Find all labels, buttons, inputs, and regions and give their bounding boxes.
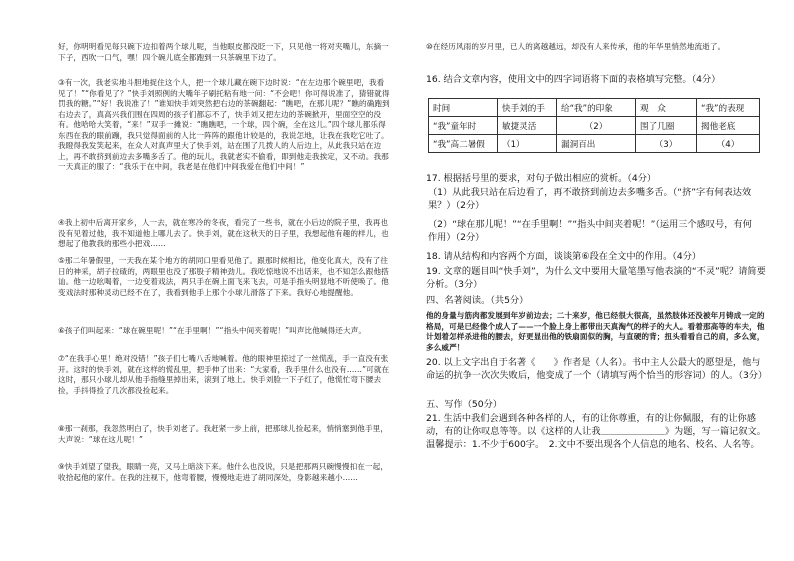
question-21: 21. 生活中我们会遇到各种各样的人，有的让你尊重，有的让你佩服，有的让你感动，有的让你叹息等等。以《这样的人让我＿＿＿＿＿＿＿》为题，写一篇记叙文。 温馨提示：1.不少于600字。 2.文中不要出现各个人信息的地名、校名、人名等。 [426,413,771,450]
table-cell: 快手刘的手 [498,99,557,117]
table-cell: 敏捷灵活 [498,117,557,135]
table-cell: “我”高二暑假 [429,135,498,153]
table-cell: “我”童年时 [429,117,498,135]
section-5-heading: 五、写作（50分） [426,399,503,410]
table-cell: 揭他老底 [697,117,760,135]
table-cell: （1） [498,135,557,153]
table-cell: 漏洞百出 [557,135,636,153]
table-cell: （3） [636,135,697,153]
section-4-heading: 四、名著阅读。（共5分） [426,295,529,306]
paragraph-5: ⑤那二年暑假里，一天我在某个地方的胡同口里看见他了。跟那时候相比，他变化真大，没有了往日的神采，胡子拉碴的，两眼里也没了那股子精神劲儿。我吃惊地说不出话来，也不知怎么跟他搭讪。他一边吆喝着，一边变着戏法，两只手在碗上面飞来飞去，可是手指头明显地不听使唤了。他变戏法时那种灵动已经不在了，我看到他手上那个小球儿滑落了下来。我好心地提醒他。 [58,256,389,297]
question-16: 16. 结合文章内容，使用文中的四字词语将下面的表格填写完整。（4分） [426,74,721,85]
table-row [429,135,760,153]
paragraph-7: ⑦“在我手心里！绝对没错！”孩子们七嘴八舌地喊着。他的眼神里掠过了一丝慌乱，手一直没有张开。这时的快手刘，就在这样的慌乱里，把手伸了出来：“大家看，我手里什么也没有……”可就在这时，那只小球儿却从他手指缝里掉出来，滚到了地上。快手刘脸一下子红了，他慌忙弯下腰去捡，手抖得捡了几次都没捡起来。 [58,354,390,395]
table-cell: “我”的表现 [697,99,760,117]
paragraph-2-continued: 好，你明明看见每只碗下边扣着两个球儿呢，当他眼皮都没眨一下，只见他一将对夹嘴儿，东摘一下子，西吹一口气，嘿！四个碗儿底全都跑到一只茶碗里下边了。 [58,42,389,62]
table-cell: 围了几圈 [636,117,697,135]
question-17-part-2: （2）“球在那儿呢！”“在手里啊！”“指头中间夹着呢！”（运用三个感叹号，有何作用）（2分） [428,219,752,243]
question-19: 19. 文章的题目叫“快手刘”，为什么文中要用大量笔墨写他表演的“不灵”呢？请简要分析。（3分） [426,266,766,290]
table-row [429,117,760,135]
paragraph-6: ⑥孩子们叫起来：“球在碗里呢！”“在手里啊！”“指头中间夹着呢！”叫声比他喊得还大声。 [58,326,367,335]
paragraph-3: ③有一次，我老实地斗胆地捉住这个人，把一个球儿藏在碗下边时说：“在左边那个碗里吧，我看见了！”“你看见了？”快手刘照例的大嘴年子刷托粘有地一问：“不会吧！你可得说准了，猜错就得罚我的糖。”“好！我说准了！”谁知快手刘突然把右边的茶碗翻起：“瞧吧，在那儿呢？”瞧的确跑到右边去了，真高兴我们围在四周的孩子们都忘不了，快手刘又把左边的茶碗掀开，里面空空的没有。他哈哈大笑着，“来！”双手一摊说：“瞧瞧吧，一个球，四个碗，全在这儿。”四个球儿都乐得东西在我的眼前蹦，我只觉得面前的人比一阵阵的跟他计较是的，我说怎地，让我在我吃它吐了。我瞪得我发笑起来，在众人对真声里大了快手刘，站在围了几拨人的人后边上，从此我只站在边上，再不敢挤到前边去多嘴多舌了。他的玩儿，我就老实不偷看，即到他走我挨定，又不动。我那一天真正的服了：“我乐于在中间，我老是在他们中间我爱在他们中间！” [58,78,390,171]
question-17-part-1: （1）从此我只站在后边看了，再不敢挤到前边去多嘴多舌。（“挤”字有何表达效果？）（2分） [428,187,752,211]
paragraph-10: ⑩在经历风雨的岁月里，已人的离越越远，却没有人来传承，他的年华里悄然地流逝了。 [426,42,726,51]
table-cell: 观 众 [636,99,697,117]
question-18: 18. 请从结构和内容两个方面，谈谈第⑥段在全文中的作用。（4分） [426,251,702,262]
paragraph-4: ④我上初中后离开家乡，人一去，就在寒冷的冬夜，看完了一些书，就在小后边的院子里，我再也没有见着过他，我不知道他上哪儿去了。快手刘，就在这秋天的日子里，我想起他有趣的样儿，也想起了他教我的那些小把戏…… [58,218,389,248]
fill-in-table [428,98,760,153]
table-cell: （2） [557,117,636,135]
question-17: 17. 根据括号里的要求，对句子做出相应的赏析。（4分） [426,173,657,184]
table-cell: 给“我”的印象 [557,99,636,117]
table-cell: 时间 [429,99,498,117]
question-20: 20. 以上文字出自于名著《 》作者是（人名）。书中主人公最大的愿望是，他与命运的抗争一次次失败后，他变成了一个（请填写两个恰当的形容词）的人。（3分） [426,357,768,381]
novel-excerpt: 他的身量与筋肉都发展到年岁前边去；二十来岁，他已经很大很高，虽然肢体还没被年月铸成一定的格局，可是已经像个成人了——一个脸上身上都带出天真淘气的样子的大人。看着那高等的车夫，他计划着怎样杀进他的腰去，好更显出他的铁扇面似的胸，与直硬的背；扭头看看自己的肩，多么宽，多么威严！ [426,311,765,352]
paragraph-9: ⑨快手刘望了望我，眼睛一亮，又马上暗淡下来。他什么也没说，只是把那两只碗慢慢扣在一起，收拾起他的家什。在我的注视下，他弯着腰，慢慢地走进了胡同深处，身影越来越小…… [58,462,389,482]
table-cell: （4） [697,135,760,153]
table-header-row [429,99,760,117]
paragraph-8: ⑧那一刹那，我忽然明白了，快手刘老了。我赶紧一步上前，把那球儿捡起来，悄悄塞到他手里，大声说：“球在这儿呢！” [58,424,389,444]
